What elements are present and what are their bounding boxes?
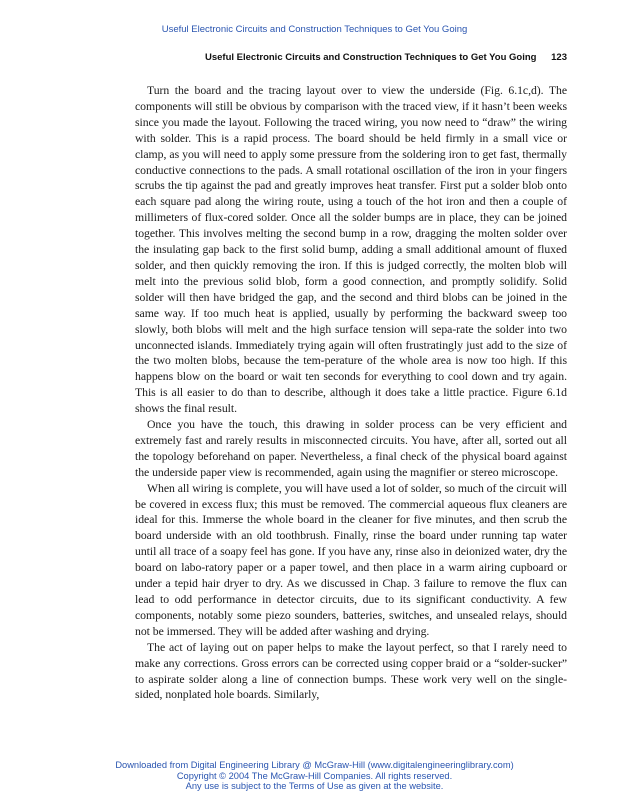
footer-download-line[interactable]: Downloaded from Digital Engineering Library @ McGraw-Hill (www.digitalengineeringlibrary.com) xyxy=(115,760,514,770)
footer-copyright-line: Copyright © 2004 The McGraw-Hill Companies. All rights reserved. xyxy=(176,770,453,781)
footer-terms-line: Any use is subject to the Terms of Use as given at the website. xyxy=(185,781,444,792)
paragraph: The act of laying out on paper helps to make the layout perfect, so that I rarely need to make any corrections. Gross errors can be corrected using copper braid or a “solder-sucker” to aspirate solder along a line of connection bumps. These work very well on the single-sided, nonplated hole boards. Similarly, xyxy=(135,640,567,702)
running-head-title: Useful Electronic Circuits and Construction Techniques to Get You Going xyxy=(205,52,537,63)
paragraph: Turn the board and the tracing layout over to view the underside (Fig. 6.1c,d). The components will still be obvious by comparison with the traced view, if it hasn’t been weeks since you made the layout. Following the traced wiring, you now need to “draw” the wiring with solder. This is a rapid process. The board should be held firmly in a small vice or clamp, as you will need to apply some pressure from the soldering iron to get fast, thermally conductive connections to the pads. A small rotational oscillation of the iron in your fingers scrubs the tip against the pad and greatly improves heat transfer. First put a solder blob onto each square pad along the wiring route, using a touch of the hot iron and then a couple of millimeters of flux-cored solder. Once all the solder bumps are in place, they can be joined together. This involves melting the second bump in a row, dragging the molten solder over the insulating gap back to the first solid bump, adding a small additional amount of fluxed solder, and then quickly removing the iron. If this is judged correctly, the molten blob will melt into the previous solid blob, form a good connection, and promptly solidify. Solid solder will then have bridged the gap, and the second and third blobs can be joined in the same way. If too much heat is applied, usually by performing the backward sweep too slowly, both blobs will melt and the high surface tension will sepa-rate the solder into two unconnected islands. Immediately trying again will often frustratingly just add to the size of the two molten blobs, because the tem-perature of the whole area is now too high. If this happens blow on the board or wait ten seconds for everything to cool down and try again. This is all easier to do than to describe, although it does take a little practice. Figure 6.1d shows the final result. xyxy=(135,84,567,416)
body-text xyxy=(135,83,567,703)
source-banner: Useful Electronic Circuits and Construction Techniques to Get You Going xyxy=(161,24,468,35)
paragraph: Once you have the touch, this drawing in solder process can be very efficient and extremely fast and rarely results in misconnected circuits. You have, after all, sorted out all the topology beforehand on paper. Nevertheless, a final check of the physical board against the underside paper view is recommended, again using the magnifier or stereo microscope. xyxy=(135,418,567,479)
page-number: 123 xyxy=(551,52,567,63)
footer xyxy=(0,760,629,792)
paragraph: When all wiring is complete, you will have used a lot of solder, so much of the circuit will be covered in excess flux; this must be removed. The commercial aqueous flux cleaners are ideal for this. Immerse the whole board in the cleaner for five minutes, and then scrub the board underside with an old toothbrush. Finally, rinse the board under running tap water until all trace of a soapy feel has gone. If you have any, rinse also in deionized water, dry the board on labo-ratory paper or a paper towel, and then place in a warm airing cupboard or under a tepid hair dryer to dry. As we discussed in Chap. 3 failure to remove the flux can lead to odd performance in detector circuits, due to its significant conductivity. A few components, notably some piezo sounders, batteries, switches, and unsealed relays, should not be immersed. They will be added after washing and drying. xyxy=(135,481,567,638)
